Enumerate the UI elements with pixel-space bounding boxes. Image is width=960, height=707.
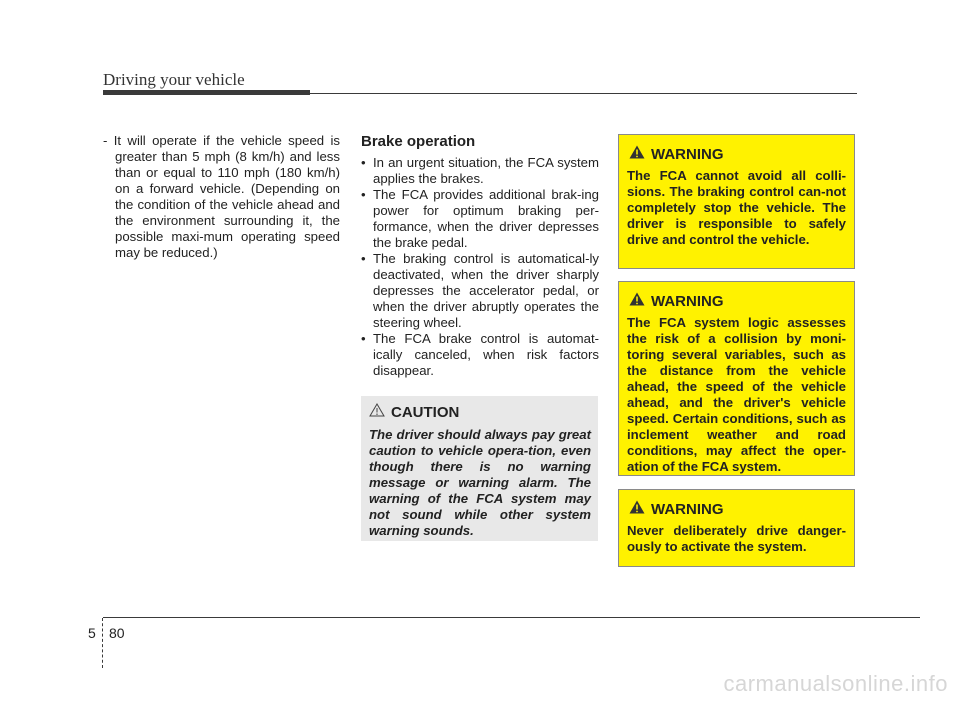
watermark: carmanualsonline.info [723, 671, 948, 696]
section-title: Brake operation [361, 133, 476, 150]
warning-triangle-icon [629, 500, 645, 519]
warning-title: WARNING [651, 501, 724, 518]
list-item: • The FCA brake control is automat-ically canceled, when risk factors disappear. [361, 331, 599, 379]
warning-text: Never deliberately drive danger-ously to activate the system. [627, 523, 846, 554]
caution-box [361, 396, 598, 541]
list-item: • The braking control is automatical-ly deactivated, when the driver sharply depresses the accelerator pedal, or when the driver abruptly operates the steering wheel. [361, 251, 599, 331]
warning-title: WARNING [651, 293, 724, 310]
brake-operation-section [361, 133, 599, 379]
page-number: 80 [109, 625, 125, 641]
caution-header [369, 403, 459, 422]
warning-triangle-icon [629, 145, 645, 164]
list-item: • The FCA provides additional brak-ing power for optimum braking per-formance, when the driver depresses the brake pedal. [361, 187, 599, 251]
warning-header [629, 145, 854, 164]
list-item: • In an urgent situation, the FCA system applies the brakes. [361, 155, 599, 187]
warning-text: The FCA cannot avoid all colli-sions. The braking control can-not completely stop the vehicle. The driver is responsible to safely drive and control the vehicle. [627, 168, 846, 247]
speed-condition-paragraph [103, 133, 340, 261]
section-number: 5 [88, 625, 96, 641]
footer-rule [103, 617, 920, 618]
warning-text: The FCA system logic assesses the risk of a collision by moni-toring several variables, such as the distance from the vehicle ahead, the speed of the vehicle ahead, and the driver's vehicle speed. Certain conditions, such as inclement weather and road conditions, may affect the oper-ation of the FCA system. [627, 315, 846, 474]
warning-box [618, 281, 855, 476]
warning-box [618, 134, 855, 269]
speed-condition-text: - It will operate if the vehicle speed is greater than 5 mph (8 km/h) and less than or equal to 110 mph (180 km/h) on a forward vehicle. (Depending on the condition of the vehicle ahead and the environment surrounding it, the possible maxi-mum operating speed may be reduced.) [103, 133, 340, 260]
page-header-title: Driving your vehicle [103, 70, 245, 89]
header-rule-thick [103, 90, 310, 95]
header-rule-thin [310, 93, 857, 94]
caution-triangle-outline-icon [369, 403, 385, 422]
brake-operation-list [361, 155, 599, 379]
warning-box [618, 489, 855, 567]
footer-divider [102, 618, 103, 668]
warning-header [629, 292, 854, 311]
warning-header [629, 500, 854, 519]
caution-title: CAUTION [391, 404, 460, 421]
warning-triangle-icon [629, 292, 645, 311]
caution-text: The driver should always pay great caution to vehicle opera-tion, even though there is no warning message or warning alarm. The warning of the FCA system may not sound while other system warning sounds. [369, 427, 591, 538]
warning-title: WARNING [651, 146, 724, 163]
